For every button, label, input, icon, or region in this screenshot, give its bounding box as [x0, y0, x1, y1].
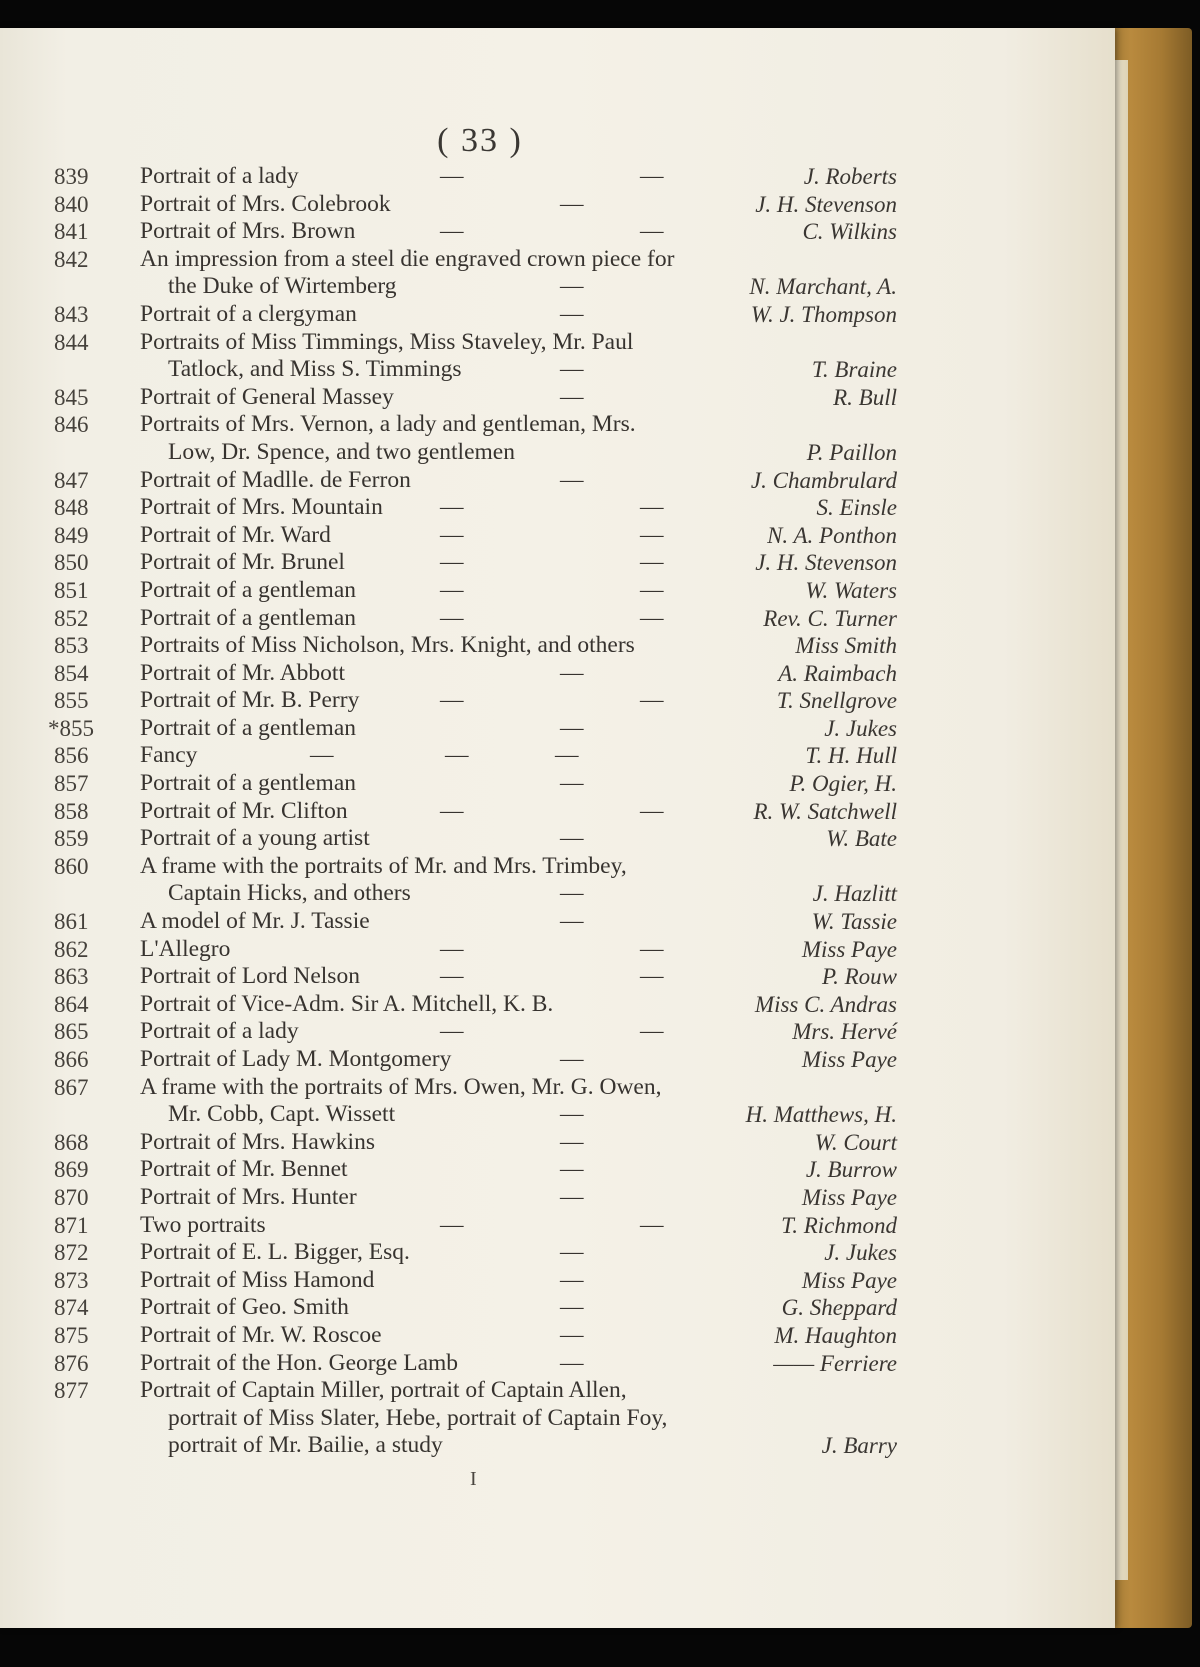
entry-number: 843 [54, 301, 89, 327]
catalogue-entry [0, 329, 1100, 384]
entry-title: L'Allegro [140, 935, 231, 962]
catalogue-entry [0, 1322, 1100, 1350]
entry-title: Portrait of a gentleman [140, 604, 356, 631]
entry-line [0, 798, 1100, 826]
leader-dash: — [555, 742, 579, 769]
artist-name: J. Roberts [803, 164, 897, 189]
entry-title: Portrait of Mr. Bennet [140, 1156, 348, 1183]
entry-number: 842 [54, 246, 89, 272]
entry-line [0, 1184, 1100, 1212]
entry-title: Portraits of Mrs. Vernon, a lady and gentleman, Mrs. [140, 411, 636, 438]
entry-line [0, 329, 1100, 357]
entry-number: 866 [54, 1047, 89, 1072]
entry-number: 870 [54, 1184, 89, 1210]
entry-number: 858 [54, 798, 89, 824]
leader-dash: — [560, 1101, 584, 1128]
entry-line [0, 1018, 1100, 1046]
catalogue-entry [0, 770, 1100, 798]
entry-title: Two portraits [140, 1211, 266, 1238]
entry-line [0, 467, 1100, 495]
entry-number: 846 [54, 412, 89, 438]
entry-number: 847 [54, 467, 89, 493]
leader-dash: — [560, 1046, 584, 1072]
entry-number: 845 [54, 384, 89, 410]
entry-line [0, 1350, 1100, 1378]
leader-dash: — [640, 549, 664, 576]
entry-line [0, 384, 1100, 412]
catalogue-entry [0, 1046, 1100, 1074]
artist-name: T. Snellgrove [776, 688, 897, 714]
artist-name: P. Ogier, H. [789, 771, 897, 797]
artist-name: W. Waters [805, 577, 897, 603]
entry-title: Portrait of Mr. Clifton [140, 797, 348, 824]
catalogue-entry [0, 411, 1100, 466]
catalogue-entry [0, 1212, 1100, 1240]
entry-title: Portrait of Mr. Brunel [140, 549, 345, 576]
entry-line [0, 742, 1100, 770]
artist-name: H. Matthews, H. [745, 1102, 897, 1128]
artist-name: C. Wilkins [802, 219, 897, 245]
leader-dash: — [560, 1294, 584, 1321]
artist-name: G. Sheppard [781, 1295, 897, 1321]
leader-dash: — [560, 466, 584, 493]
artist-name: W. Court [814, 1129, 897, 1155]
entry-line [0, 825, 1100, 853]
artist-name: P. Rouw [822, 964, 897, 990]
catalogue-entry [0, 1129, 1100, 1157]
artist-name: N. Marchant, A. [749, 274, 897, 300]
entry-line [0, 853, 1100, 881]
entry-number: 864 [54, 991, 89, 1017]
entry-title: Portrait of Mrs. Colebrook [140, 190, 391, 217]
entry-number: 841 [54, 219, 89, 245]
entry-line [0, 1239, 1100, 1267]
catalogue-entry [0, 301, 1100, 329]
entry-line [0, 246, 1100, 274]
entry-number: 854 [54, 660, 89, 686]
entry-line [0, 191, 1100, 219]
catalogue-entry [0, 1074, 1100, 1129]
entry-number: 871 [54, 1212, 89, 1238]
artist-name: A. Raimbach [778, 660, 897, 686]
entry-title: Portrait of a gentleman [140, 714, 356, 741]
catalogue-entry [0, 549, 1100, 577]
artist-name: R. W. Satchwell [753, 798, 897, 824]
entry-number: 872 [54, 1240, 89, 1266]
entry-number: 875 [54, 1322, 89, 1348]
leader-dash: — [560, 356, 584, 383]
entry-number: 852 [54, 605, 89, 631]
entry-number: 862 [54, 936, 89, 962]
entry-number: 850 [54, 550, 89, 576]
artist-name: W. Bate [826, 826, 897, 852]
leader-dash: — [440, 963, 464, 990]
artist-name: J. Jukes [824, 715, 897, 741]
catalogue-entry [0, 577, 1100, 605]
entry-title: Portrait of Lady M. Montgomery [140, 1046, 452, 1072]
leader-dash: — [640, 576, 664, 603]
entry-line [0, 908, 1100, 936]
entry-line [0, 1432, 1100, 1460]
entry-line [0, 770, 1100, 798]
catalogue-entry [0, 687, 1100, 715]
leader-dash: — [445, 742, 469, 769]
entry-title: Portrait of a gentleman [140, 770, 356, 797]
leader-dash: — [440, 797, 464, 824]
entry-line [0, 880, 1100, 908]
catalogue-entry [0, 191, 1100, 219]
leader-dash: — [440, 687, 464, 714]
artist-name: W. J. Thompson [750, 301, 897, 327]
leader-dash: — [560, 1239, 584, 1266]
artist-name: Miss Smith [795, 633, 897, 659]
entry-line [0, 522, 1100, 550]
leader-dash: — [560, 659, 584, 686]
entry-title: Portraits of Miss Nicholson, Mrs. Knight, and others [140, 632, 635, 659]
entry-line [0, 549, 1100, 577]
entry-line [0, 1101, 1100, 1129]
entry-line [0, 687, 1100, 715]
entry-line [0, 605, 1100, 633]
leader-dash: — [440, 218, 464, 245]
entry-number: 867 [54, 1074, 89, 1100]
entry-line [0, 301, 1100, 329]
leader-dash: — [560, 1156, 584, 1183]
leader-dash: — [560, 825, 584, 852]
entry-line [0, 1267, 1100, 1295]
artist-name: —— Ferriere [773, 1350, 897, 1376]
entry-title: Portrait of the Hon. George Lamb [140, 1349, 459, 1376]
artist-name: T. Richmond [781, 1212, 897, 1238]
entry-title: Portrait of Mrs. Hunter [140, 1183, 357, 1210]
leader-dash: — [640, 687, 664, 714]
entry-line [0, 632, 1100, 660]
leader-dash: — [560, 1128, 584, 1155]
leader-dash: — [440, 163, 464, 189]
entry-title: Portrait of General Massey [140, 383, 394, 410]
artist-name: Mrs. Hervé [792, 1019, 897, 1045]
artist-name: Miss Paye [801, 1047, 897, 1072]
catalogue-entry [0, 1294, 1100, 1322]
entry-number: 839 [54, 164, 89, 189]
entry-line [0, 1046, 1100, 1074]
leader-dash: — [560, 880, 584, 907]
entry-number: 865 [54, 1019, 89, 1045]
entry-number: 840 [54, 191, 89, 217]
entry-line [0, 660, 1100, 688]
leader-dash: — [440, 1018, 464, 1045]
catalogue-entry [0, 522, 1100, 550]
entry-line [0, 163, 1100, 191]
leader-dash: — [640, 1018, 664, 1045]
leader-dash: — [440, 521, 464, 548]
catalogue-entry [0, 1156, 1100, 1184]
entry-number: 857 [54, 771, 89, 797]
catalogue-entry [0, 963, 1100, 991]
catalogue-entries [0, 163, 1100, 1460]
entry-line [0, 1322, 1100, 1350]
catalogue-entry [0, 825, 1100, 853]
entry-line [0, 1377, 1100, 1405]
entry-title: Portrait of Mr. W. Roscoe [140, 1321, 382, 1348]
leader-dash: — [560, 1266, 584, 1293]
catalogue-entry [0, 1239, 1100, 1267]
leader-dash: — [560, 190, 584, 217]
entry-title: portrait of Miss Slater, Hebe, portrait of Captain Foy, [168, 1404, 668, 1431]
leader-dash: — [560, 770, 584, 797]
artist-name: T. Braine [811, 357, 897, 383]
entry-number: 859 [54, 826, 89, 852]
entry-line [0, 1294, 1100, 1322]
entry-number: 873 [54, 1267, 89, 1293]
catalogue-entry [0, 908, 1100, 936]
artist-name: W. Tassie [811, 909, 897, 935]
entry-line [0, 411, 1100, 439]
entry-title: Captain Hicks, and others [168, 880, 411, 907]
leader-dash: — [440, 494, 464, 521]
leader-dash: — [640, 1211, 664, 1238]
entry-line [0, 577, 1100, 605]
catalogue-entry [0, 605, 1100, 633]
entry-number: 863 [54, 964, 89, 990]
entry-line [0, 494, 1100, 522]
leader-dash: — [560, 273, 584, 300]
entry-number: 855 [54, 688, 89, 714]
entry-line [0, 273, 1100, 301]
entry-number: 876 [54, 1350, 89, 1376]
entry-title: An impression from a steel die engraved crown piece for [140, 245, 675, 272]
leader-dash: — [440, 1211, 464, 1238]
leader-dash: — [640, 218, 664, 245]
entry-line [0, 936, 1100, 964]
catalogue-entry [0, 1184, 1100, 1212]
artist-name: Miss Paye [801, 1184, 897, 1210]
entry-title: Portrait of Captain Miller, portrait of Captain Allen, [140, 1377, 627, 1404]
leader-dash: — [640, 604, 664, 631]
artist-name: J. Hazlitt [812, 881, 897, 907]
leader-dash: — [560, 714, 584, 741]
entry-line [0, 1405, 1100, 1433]
entry-title: Portrait of a lady [140, 163, 299, 189]
leader-dash: — [440, 576, 464, 603]
catalogue-entry [0, 853, 1100, 908]
leader-dash: — [640, 963, 664, 990]
catalogue-entry [0, 660, 1100, 688]
entry-number: 853 [54, 633, 89, 659]
catalogue-entry [0, 1350, 1100, 1378]
entry-number: 848 [54, 495, 89, 521]
entry-number: 874 [54, 1295, 89, 1321]
entry-line [0, 439, 1100, 467]
entry-line [0, 356, 1100, 384]
entry-title: Portrait of Geo. Smith [140, 1294, 349, 1321]
entry-title: Portrait of Vice-Adm. Sir A. Mitchell, K. B. [140, 990, 554, 1017]
leader-dash: — [440, 604, 464, 631]
leader-dash: — [640, 494, 664, 521]
catalogue-entry [0, 218, 1100, 246]
leader-dash: — [560, 1183, 584, 1210]
artist-name: J. H. Stevenson [755, 550, 897, 576]
entry-title: Portrait of a gentleman [140, 576, 356, 603]
artist-name: R. Bull [833, 384, 897, 410]
leader-dash: — [560, 1349, 584, 1376]
entry-title: Portrait of Madlle. de Ferron [140, 466, 411, 493]
artist-name: S. Einsle [816, 495, 897, 521]
catalogue-entry [0, 467, 1100, 495]
catalogue-entry [0, 632, 1100, 660]
entry-line [0, 1156, 1100, 1184]
entry-title: Portrait of Lord Nelson [140, 963, 360, 990]
catalogue-entry [0, 1377, 1100, 1460]
entry-line [0, 991, 1100, 1019]
artist-name: N. A. Ponthon [767, 522, 897, 548]
entry-title: Portrait of Mr. Abbott [140, 659, 345, 686]
artist-name: M. Haughton [774, 1322, 897, 1348]
entry-number: 861 [54, 909, 89, 935]
entry-title: Portrait of a lady [140, 1018, 299, 1045]
entry-title: Portrait of E. L. Bigger, Esq. [140, 1239, 410, 1266]
entry-line [0, 715, 1100, 743]
signature-mark: I [470, 1468, 477, 1490]
entry-title: Portrait of a young artist [140, 825, 370, 852]
entry-number: 868 [54, 1129, 89, 1155]
entry-title: portrait of Mr. Bailie, a study [168, 1432, 443, 1459]
leader-dash: — [440, 935, 464, 962]
catalogue-entry [0, 246, 1100, 301]
entry-title: A frame with the portraits of Mr. and Mrs. Trimbey, [140, 852, 627, 879]
entry-title: Portrait of Mr. Ward [140, 521, 331, 548]
entry-line [0, 963, 1100, 991]
entry-title: Mr. Cobb, Capt. Wissett [168, 1101, 396, 1128]
artist-name: Rev. C. Turner [763, 605, 897, 631]
entry-line [0, 1074, 1100, 1102]
catalogue-entry [0, 936, 1100, 964]
entry-title: Fancy [140, 742, 198, 769]
catalogue-entry [0, 991, 1100, 1019]
entry-number: 849 [54, 522, 89, 548]
leader-dash: — [560, 1321, 584, 1348]
entry-title: Portrait of a clergyman [140, 300, 357, 327]
catalogue-entry [0, 384, 1100, 412]
catalogue-entry [0, 163, 1100, 191]
entry-number: 851 [54, 577, 89, 603]
leader-dash: — [640, 163, 664, 189]
entry-title: Low, Dr. Spence, and two gentlemen [168, 438, 515, 465]
artist-name: P. Paillon [806, 439, 897, 465]
entry-line [0, 1212, 1100, 1240]
artist-name: Miss C. Andras [754, 991, 897, 1017]
leader-dash: — [440, 549, 464, 576]
entry-number: 877 [54, 1378, 89, 1404]
catalogue-entry [0, 1267, 1100, 1295]
leader-dash: — [310, 742, 334, 769]
entry-title: Portraits of Miss Timmings, Miss Staveley, Mr. Paul [140, 328, 634, 355]
entry-title: Portrait of Mrs. Hawkins [140, 1128, 375, 1155]
entry-title: Tatlock, and Miss S. Timmings [168, 356, 462, 383]
artist-name: J. Jukes [824, 1240, 897, 1266]
catalogue-entry [0, 742, 1100, 770]
entry-number: 869 [54, 1157, 89, 1183]
entry-title: Portrait of Mrs. Brown [140, 218, 356, 245]
leader-dash: — [640, 797, 664, 824]
entry-line [0, 1129, 1100, 1157]
artist-name: T. H. Hull [805, 743, 897, 769]
leader-dash: — [640, 935, 664, 962]
entry-line [0, 218, 1100, 246]
leader-dash: — [560, 383, 584, 410]
entry-title: the Duke of Wirtemberg [168, 273, 397, 300]
entry-title: Portrait of Miss Hamond [140, 1266, 375, 1293]
entry-number: 856 [54, 743, 89, 769]
catalogue-entry [0, 1018, 1100, 1046]
artist-name: J. Burrow [805, 1157, 897, 1183]
catalogue-entry [0, 494, 1100, 522]
entry-title: A model of Mr. J. Tassie [140, 908, 370, 935]
catalogue-entry [0, 715, 1100, 743]
artist-name: Miss Paye [801, 1267, 897, 1293]
entry-title: A frame with the portraits of Mrs. Owen, Mr. G. Owen, [140, 1073, 662, 1100]
entry-number: *855 [48, 715, 94, 741]
page-number: ( 33 ) [437, 122, 523, 159]
artist-name: Miss Paye [801, 936, 897, 962]
entry-number: 844 [54, 329, 89, 355]
artist-name: J. Chambrulard [750, 467, 897, 493]
entry-number: 860 [54, 853, 89, 879]
artist-name: J. Barry [821, 1433, 897, 1459]
leader-dash: — [560, 300, 584, 327]
leader-dash: — [640, 521, 664, 548]
entry-title: Portrait of Mrs. Mountain [140, 494, 383, 521]
leader-dash: — [560, 908, 584, 935]
entry-title: Portrait of Mr. B. Perry [140, 687, 360, 714]
catalogue-entry [0, 798, 1100, 826]
artist-name: J. H. Stevenson [755, 191, 897, 217]
